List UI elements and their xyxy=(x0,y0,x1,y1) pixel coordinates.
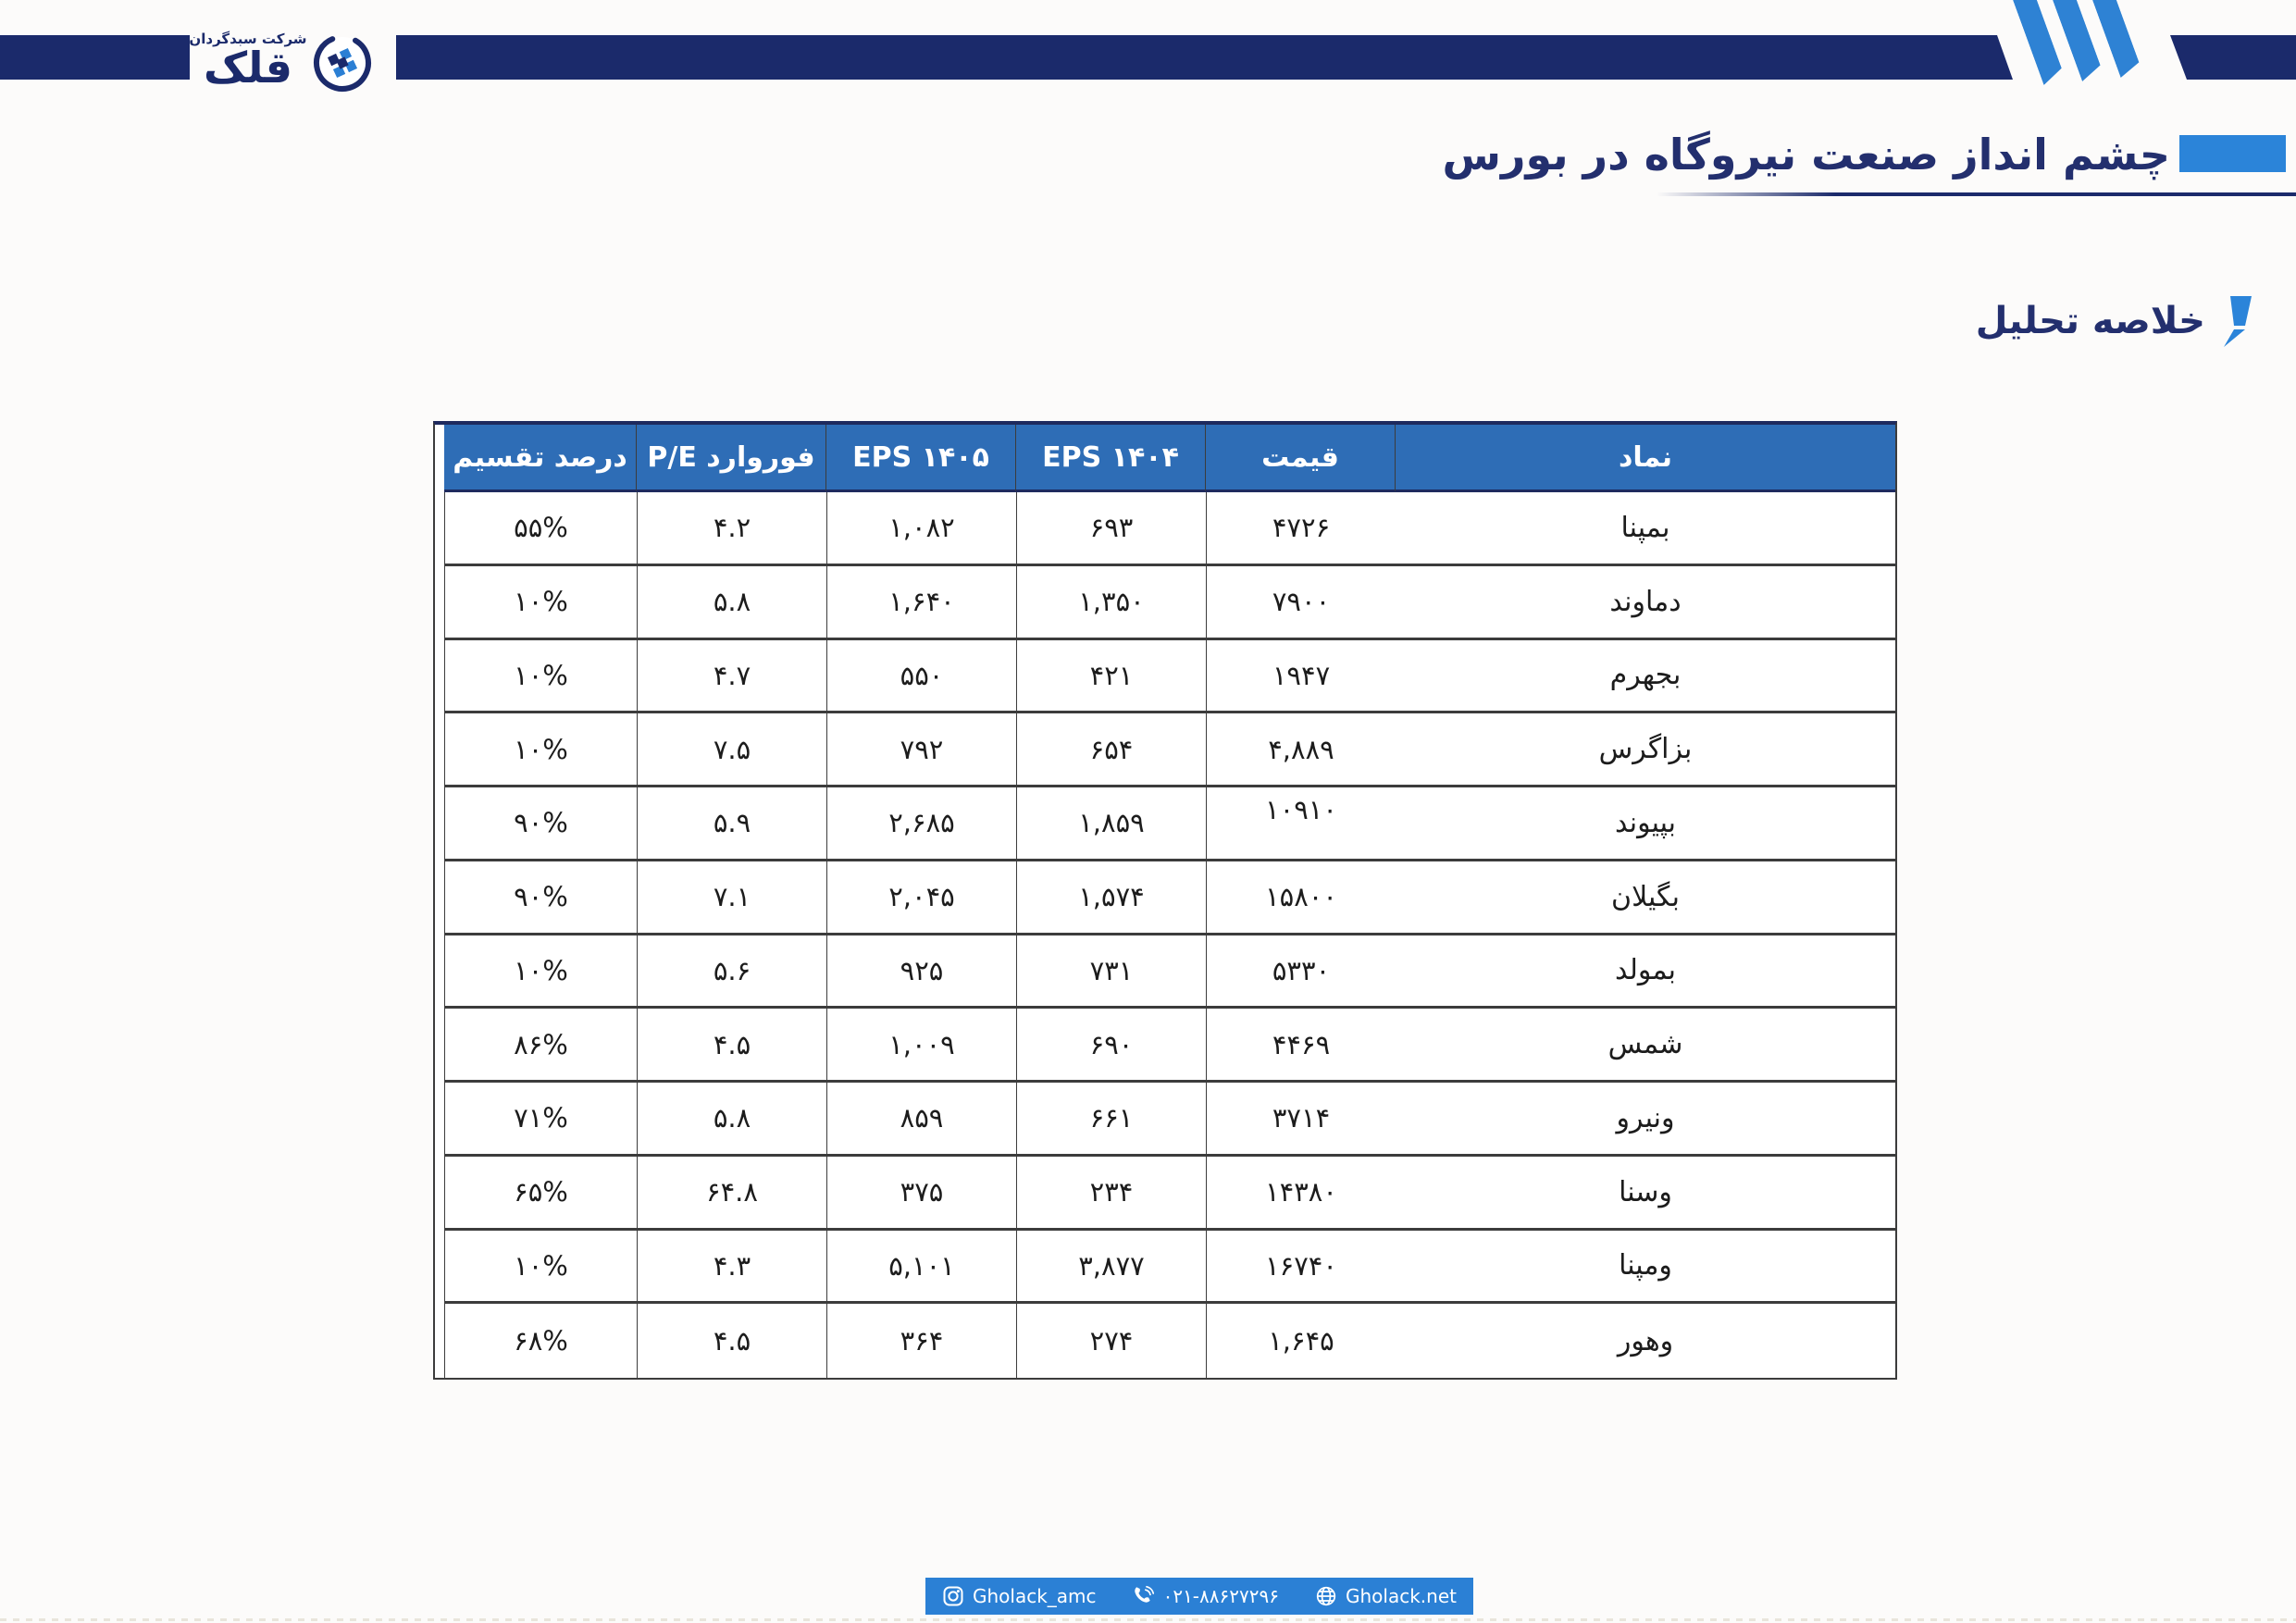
cell-price: ۷۹۰۰ xyxy=(1206,566,1396,640)
cell-pe: ۴.۲ xyxy=(637,492,826,566)
cell-eps1405: ۱,۰۰۹ xyxy=(826,1009,1016,1083)
cell-eps1404: ۶۵۴ xyxy=(1016,713,1206,787)
cell-eps1405: ۲,۶۸۵ xyxy=(826,787,1016,861)
table-row xyxy=(435,1157,1895,1231)
cell-div: ۱۰% xyxy=(444,566,637,640)
cell-symbol: بجهرم xyxy=(1396,640,1895,714)
cell-pe: ۴.۵ xyxy=(637,1009,826,1083)
title-underline xyxy=(1657,192,2296,196)
column-header-eps1405: EPS ۱۴۰۵ xyxy=(826,425,1016,492)
cell-symbol: شمس xyxy=(1396,1009,1895,1083)
table-row xyxy=(435,1009,1895,1083)
table-header-row xyxy=(435,425,1895,492)
top-bar-right-segment xyxy=(2170,35,2296,80)
cell-div: ۱۰% xyxy=(444,713,637,787)
column-header-div: درصد تقسیم xyxy=(444,425,637,492)
instagram-icon xyxy=(942,1585,964,1607)
cell-div: ۹۰% xyxy=(444,787,637,861)
cell-symbol: بزاگرس xyxy=(1396,713,1895,787)
cell-pe: ۵.۹ xyxy=(637,787,826,861)
company-name-line1: شرکت سبدگردان xyxy=(189,31,307,47)
column-header-symbol: نماد xyxy=(1396,425,1895,492)
table-row xyxy=(435,713,1895,787)
table-row xyxy=(435,640,1895,714)
cell-symbol: دماوند xyxy=(1396,566,1895,640)
bottom-texture xyxy=(0,1618,2296,1621)
cell-price: ۴۴۶۹ xyxy=(1206,1009,1396,1083)
section-bullet-icon xyxy=(2218,294,2253,348)
cell-pe: ۷.۵ xyxy=(637,713,826,787)
cell-pe: ۴.۷ xyxy=(637,640,826,714)
cell-eps1405: ۹۲۵ xyxy=(826,935,1016,1010)
table-row xyxy=(435,935,1895,1010)
cell-eps1404: ۶۹۳ xyxy=(1016,492,1206,566)
instagram-handle: Gholack_amc xyxy=(973,1585,1097,1607)
phone-icon xyxy=(1133,1585,1155,1607)
footer-bar xyxy=(925,1578,1473,1615)
cell-eps1405: ۱,۰۸۲ xyxy=(826,492,1016,566)
cell-symbol: بمولد xyxy=(1396,935,1895,1010)
cell-price: ۵۳۳۰ xyxy=(1206,935,1396,1010)
cell-pe: ۴.۵ xyxy=(637,1304,826,1378)
top-bar-middle-segment xyxy=(396,35,2013,80)
footer-phone xyxy=(1133,1585,1279,1607)
cell-pe: ۵.۸ xyxy=(637,566,826,640)
cell-pe: ۴.۳ xyxy=(637,1231,826,1305)
cell-div: ۸۶% xyxy=(444,1009,637,1083)
cell-div: ۱۰% xyxy=(444,935,637,1010)
cell-price: ۱۶۷۴۰ xyxy=(1206,1231,1396,1305)
table-row xyxy=(435,1304,1895,1378)
column-header-eps1404: EPS ۱۴۰۴ xyxy=(1016,425,1206,492)
table-row xyxy=(435,492,1895,566)
cell-div: ۵۵% xyxy=(444,492,637,566)
cell-symbol: بپیوند xyxy=(1396,787,1895,861)
cell-eps1405: ۲,۰۴۵ xyxy=(826,861,1016,935)
cell-eps1404: ۲۳۴ xyxy=(1016,1157,1206,1231)
column-header-pe: فوروارد P/E xyxy=(637,425,826,492)
cell-price: ۱,۶۴۵ xyxy=(1206,1304,1396,1378)
cell-symbol: ونیرو xyxy=(1396,1083,1895,1157)
cell-eps1405: ۳۷۵ xyxy=(826,1157,1016,1231)
table-row xyxy=(435,1231,1895,1305)
cell-price: ۱۰۹۱۰ xyxy=(1206,787,1396,861)
cell-eps1404: ۷۳۱ xyxy=(1016,935,1206,1010)
cell-div: ۶۸% xyxy=(444,1304,637,1378)
top-bar-left-segment xyxy=(0,35,190,80)
cell-price: ۴,۸۸۹ xyxy=(1206,713,1396,787)
company-emblem-icon xyxy=(312,32,373,93)
cell-pe: ۵.۸ xyxy=(637,1083,826,1157)
section-heading xyxy=(1976,294,2253,348)
cell-eps1404: ۱,۳۵۰ xyxy=(1016,566,1206,640)
cell-div: ۶۵% xyxy=(444,1157,637,1231)
cell-div: ۷۱% xyxy=(444,1083,637,1157)
cell-eps1405: ۵,۱۰۱ xyxy=(826,1231,1016,1305)
title-accent-rect xyxy=(2179,135,2286,172)
cell-eps1405: ۸۵۹ xyxy=(826,1083,1016,1157)
section-heading-label: خلاصه تحلیل xyxy=(1975,300,2205,342)
website-url: Gholack.net xyxy=(1346,1585,1457,1607)
cell-eps1404: ۲۷۴ xyxy=(1016,1304,1206,1378)
footer-instagram xyxy=(942,1585,1097,1607)
cell-pe: ۵.۶ xyxy=(637,935,826,1010)
company-logo xyxy=(188,31,308,93)
table-row xyxy=(435,566,1895,640)
cell-eps1405: ۵۵۰ xyxy=(826,640,1016,714)
page-title: چشم انداز صنعت نیروگاه در بورس xyxy=(1442,130,2170,180)
cell-price: ۴۷۲۶ xyxy=(1206,492,1396,566)
cell-price: ۱۹۴۷ xyxy=(1206,640,1396,714)
column-header-price: قیمت xyxy=(1206,425,1396,492)
cell-symbol: بمپنا xyxy=(1396,492,1895,566)
cell-eps1404: ۴۲۱ xyxy=(1016,640,1206,714)
cell-eps1404: ۱,۵۷۴ xyxy=(1016,861,1206,935)
cell-eps1404: ۶۹۰ xyxy=(1016,1009,1206,1083)
table-row xyxy=(435,1083,1895,1157)
cell-div: ۱۰% xyxy=(444,1231,637,1305)
cell-price: ۳۷۱۴ xyxy=(1206,1083,1396,1157)
cell-eps1404: ۶۶۱ xyxy=(1016,1083,1206,1157)
globe-icon xyxy=(1315,1585,1337,1607)
cell-symbol: ومپنا xyxy=(1396,1231,1895,1305)
cell-eps1404: ۳,۸۷۷ xyxy=(1016,1231,1206,1305)
cell-eps1405: ۱,۶۴۰ xyxy=(826,566,1016,640)
cell-price: ۱۵۸۰۰ xyxy=(1206,861,1396,935)
cell-eps1404: ۱,۸۵۹ xyxy=(1016,787,1206,861)
cell-pe: ۶۴.۸ xyxy=(637,1157,826,1231)
cell-pe: ۷.۱ xyxy=(637,861,826,935)
diagonal-stripe-icon xyxy=(2092,0,2145,78)
table-row xyxy=(435,787,1895,861)
cell-symbol: بگیلان xyxy=(1396,861,1895,935)
footer-website xyxy=(1315,1585,1457,1607)
company-name-line2: قلک xyxy=(204,43,292,93)
cell-eps1405: ۷۹۲ xyxy=(826,713,1016,787)
analysis-table xyxy=(433,421,1897,1380)
cell-div: ۹۰% xyxy=(444,861,637,935)
cell-div: ۱۰% xyxy=(444,640,637,714)
phone-number: ۰۲۱-۸۸۶۲۷۲۹۶ xyxy=(1162,1585,1279,1607)
table-row xyxy=(435,861,1895,935)
cell-symbol: وهور xyxy=(1617,1324,1674,1357)
cell-symbol: وسنا xyxy=(1396,1157,1895,1231)
cell-price: ۱۴۳۸۰ xyxy=(1206,1157,1396,1231)
cell-eps1405: ۳۶۴ xyxy=(826,1304,1016,1378)
